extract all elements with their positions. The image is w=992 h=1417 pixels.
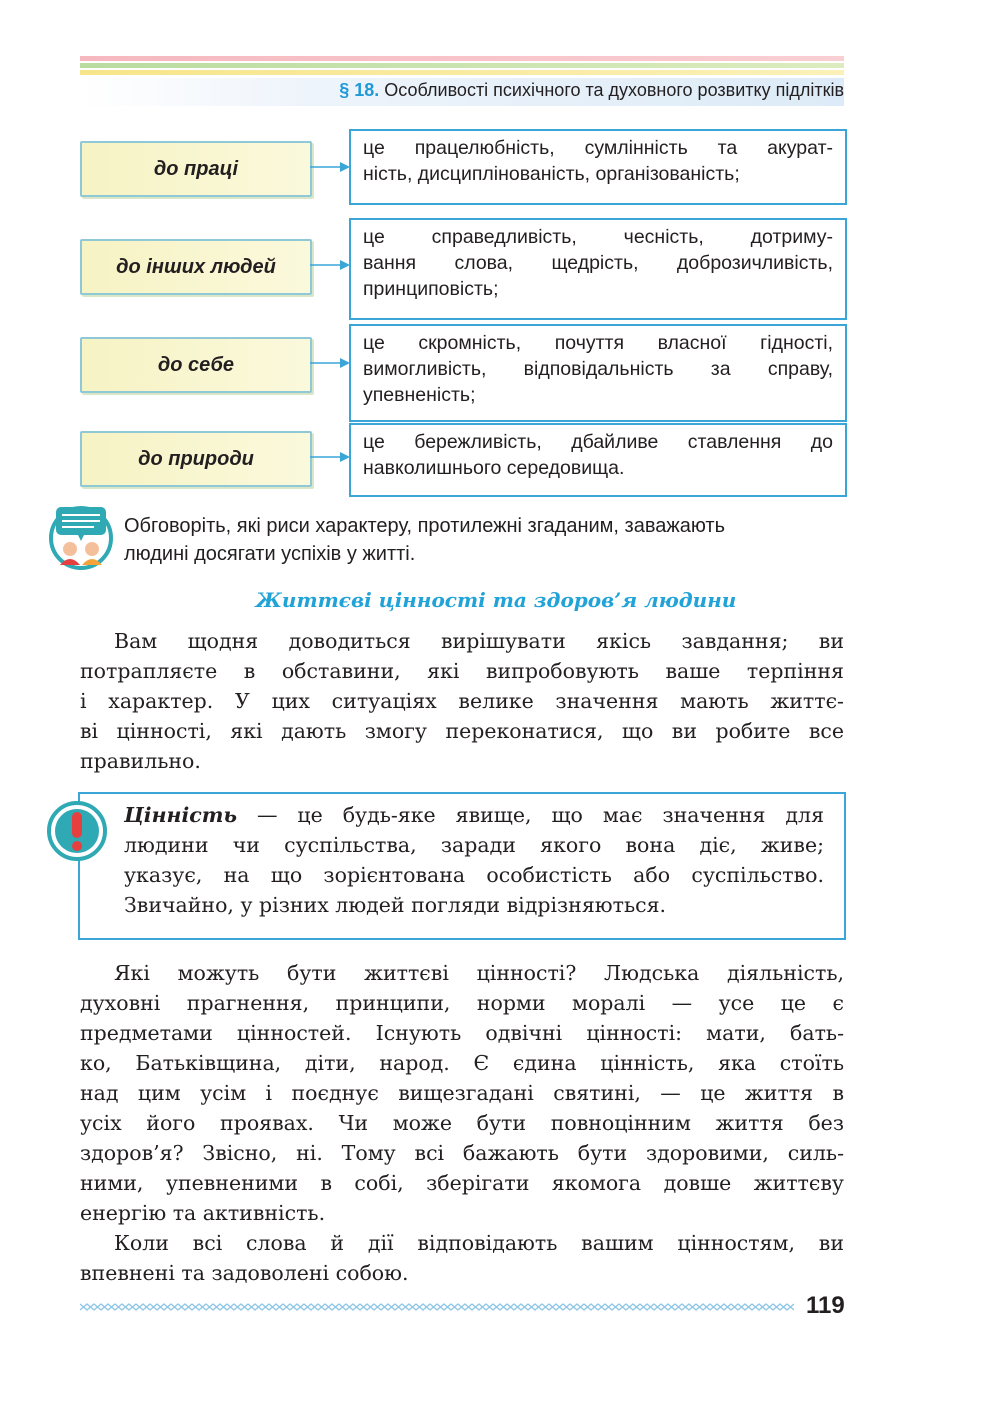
section-heading: Життєві цінності та здоров’я людини [255,588,737,612]
description-line: це бережливість, дбайливе ставлення до [363,431,833,453]
text-line: ними, упевненими в собі, зберігати якомога довше життєву [80,1171,844,1195]
text-line: предметами цінностей. Існують одвічні цінності: мати, бать- [80,1021,844,1045]
text-line: над цим усім і поєднує вищезгадані святині, — це життя в [80,1081,844,1105]
header-stripe-yellow [80,70,844,75]
text-line: впевнені та задоволені собою. [80,1261,409,1285]
description-line: навколишнього середовища. [363,457,625,479]
definition-text [124,800,824,920]
discussion-line: Обговоріть, які риси характеру, протилежні згаданим, заважають [124,515,726,537]
arrow-right-icon [310,161,350,173]
discussion-icon [48,505,114,571]
chapter-title: Особливості психічного та духовного розвитку підлітків [384,80,844,100]
value-label-people: до інших людей [80,239,312,295]
value-label-nature: до природи [80,431,312,487]
value-description-work [349,129,847,205]
exclamation-icon [46,800,108,862]
value-label-self: до себе [80,337,312,393]
footer-wave-decoration [80,1300,794,1314]
paragraph-2 [80,958,844,1228]
running-header [339,80,844,101]
description-line: упевненість; [363,384,476,406]
description-line: це працелюбність, сумлінність та акурат- [363,137,833,159]
text-line: Які можуть бути життєві цінності? Людська діяльність, [114,961,844,985]
definition-term: Цінність [124,803,237,827]
text-line: Звичайно, у різних людей погляди відрізняються. [124,893,667,917]
arrow-right-icon [310,259,350,271]
text-line: усіх його проявах. Чи може бути повноцінним життя без [80,1111,844,1135]
text-line: духовні прагнення, принципи, норми моралі — усе це є [80,991,844,1015]
text-line: людини чи суспільства, заради якого вона діє, живе; [124,833,824,857]
description-line: це справедливість, чесність, дотриму- [363,226,833,248]
page-number: 119 [806,1292,845,1319]
description-line: вимогливість, відповідальність за справу, [363,358,833,380]
value-label-work: до праці [80,141,312,197]
text-line: ві цінності, які дають змогу переконатися, що ви робите все [80,719,844,743]
text-line: Коли всі слова й дії відповідають вашим цінностям, ви [114,1231,844,1255]
text-line: Цінність — це будь-яке явище, що має значення для [124,803,824,827]
arrow-right-icon [310,357,350,369]
description-line: вання слова, щедрість, доброзичливість, [363,252,833,274]
text-line: указує, на що зорієнтована особистість або суспільство. [124,863,824,887]
description-line: ність, дисциплінованість, організованість; [363,163,740,185]
header-stripe-green [80,63,844,68]
arrow-right-icon [310,451,350,463]
text-line: здоров’я? Звісно, ні. Тому всі бажають бути здоровими, силь- [80,1141,844,1165]
text-line: Вам щодня доводиться вирішувати якісь завдання; ви [114,629,844,653]
description-line: це скромність, почуття власної гідності, [363,332,833,354]
text-line: і характер. У цих ситуаціях велике значення мають життє- [80,689,844,713]
paragraph-3 [80,1228,844,1288]
header-stripe-pink [80,56,844,61]
value-description-self [349,324,847,422]
value-description-people [349,218,847,320]
discussion-prompt [124,512,846,568]
value-description-nature [349,423,847,497]
text-line: потрапляєте в обставини, які випробовують ваше терпіння [80,659,844,683]
paragraph-1 [80,626,844,776]
text-line: правильно. [80,749,201,773]
text-line: ко, Батьківщина, діти, народ. Є єдина цінність, яка стоїть [80,1051,844,1075]
description-line: принциповість; [363,278,499,300]
discussion-line: людині досягати успіхів у житті. [124,543,416,565]
text-line: енергію та активність. [80,1201,326,1225]
section-number: § 18. [339,80,380,100]
